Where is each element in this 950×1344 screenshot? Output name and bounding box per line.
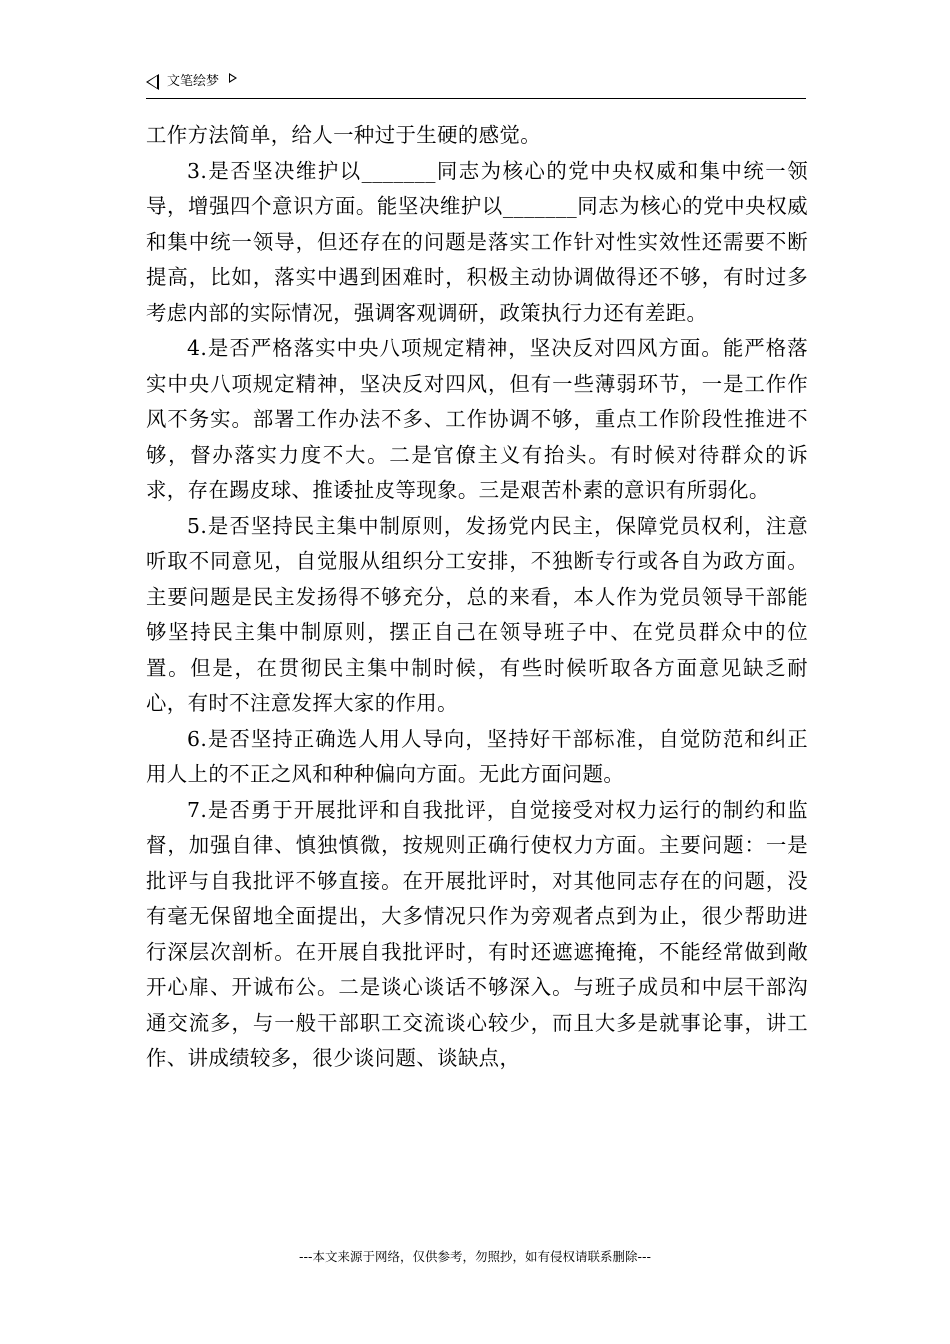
left-triangle-icon [146,74,159,90]
right-triangle-icon [229,73,237,83]
page-header [146,72,806,99]
paragraph-item-6: 6.是否坚持正确选人用人导向，坚持好干部标准，自觉防范和纠正用人上的不正之风和种种偏向方面。无此方面问题。 [146,726,808,786]
paragraph-item-5: 5.是否坚持民主集中制原则，发扬党内民主，保障党员权利，注意听取不同意见，自觉服从组织分工安排，不独断专行或各自为政方面。主要问题是民主发扬得不够充分，总的来看，本人作为党员领导干部能够坚持民主集中制原则，摆正自己在领导班子中、在党员群众中的位置。但是，在贯彻民主集中制时候，有些时候听取各方面意见缺乏耐心，有时不注意发挥大家的作用。 [146,513,808,715]
paragraph-item-3: 3.是否坚决维护以_______同志为核心的党中央权威和集中统一领导，增强四个意识方面。能坚决维护以_______同志为核心的党中央权威和集中统一领导，但还存在的问题是落实工作针对性实效性还需要不断提高，比如，落实中遇到困难时，积极主动协调做得还不够，有时过多考虑内部的实际情况，强调客观调研，政策执行力还有差距。 [146,158,808,325]
document-body [146,118,808,1077]
paragraph-item-7: 7.是否勇于开展批评和自我批评，自觉接受对权力运行的制约和监督，加强自律、慎独慎微，按规则正确行使权力方面。主要问题：一是批评与自我批评不够直接。在开展批评时，对其他同志存在的问题，没有毫无保留地全面提出，大多情况只作为旁观者点到为止，很少帮助进行深层次剖析。在开展自我批评时，有时还遮遮掩掩，不能经常做到敞开心扉、开诚布公。二是谈心谈话不够深入。与班子成员和中层干部沟通交流多，与一般干部职工交流谈心较少，而且大多是就事论事，讲工作、讲成绩较多，很少谈问题、谈缺点， [146,797,808,1070]
header-bar [146,72,806,92]
paragraph-item-4: 4.是否严格落实中央八项规定精神，坚决反对四风方面。能严格落实中央八项规定精神，坚决反对四风，但有一些薄弱环节，一是工作作风不务实。部署工作办法不多、工作协调不够，重点工作阶段性推进不够，督办落实力度不大。二是官僚主义有抬头。有时候对待群众的诉求，存在踢皮球、推诿扯皮等现象。三是艰苦朴素的意识有所弱化。 [146,336,808,502]
paragraph-continuation: 工作方法简单，给人一种过于生硬的感觉。 [146,123,542,147]
page-footer: ---本文来源于网络，仅供参考，勿照抄，如有侵权请联系删除--- [298,1249,652,1264]
header-title: 文笔绘梦 [167,74,220,89]
